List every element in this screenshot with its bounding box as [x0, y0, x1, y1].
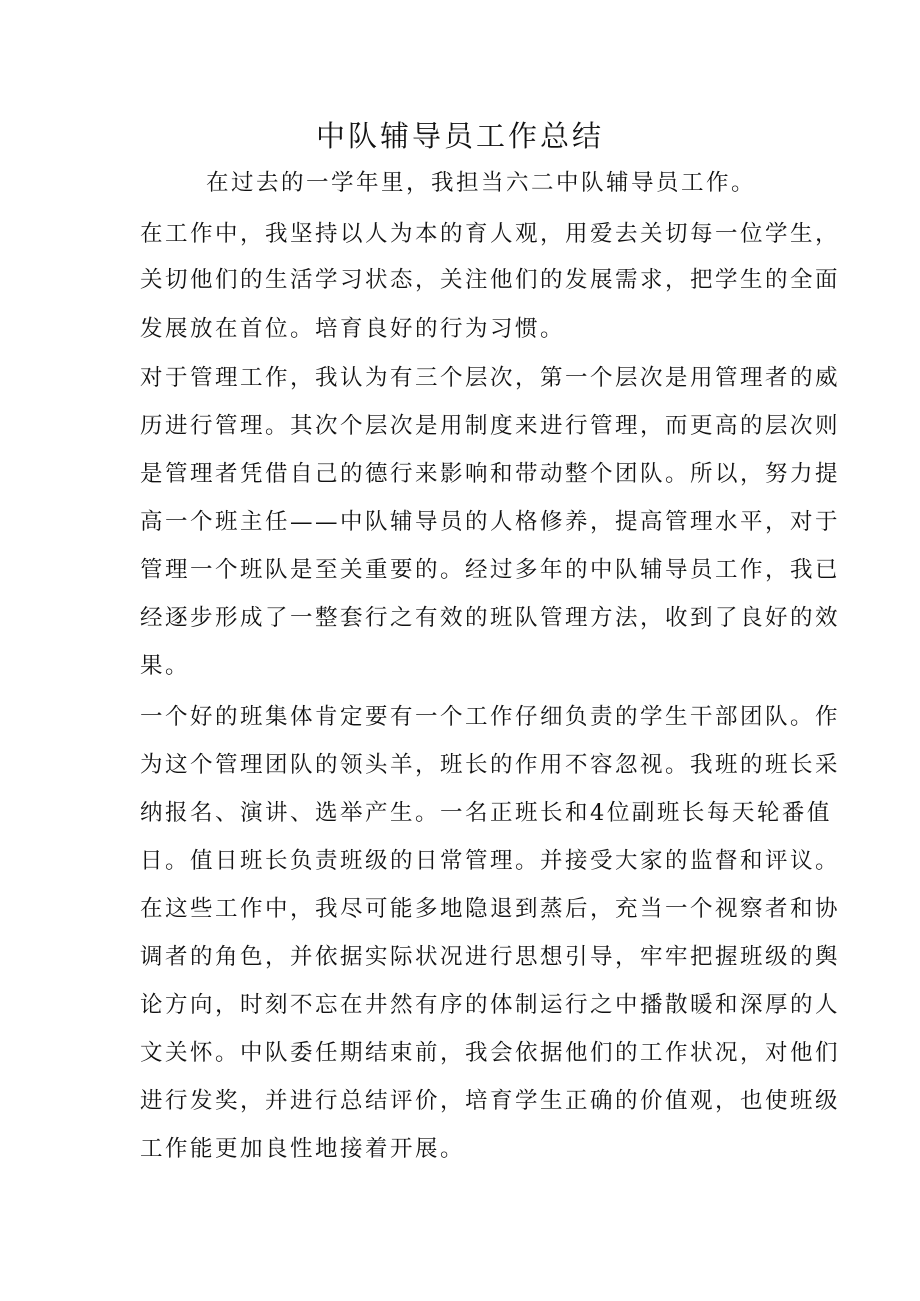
paragraph-line: 对于管理工作，我认为有三个层次，第一个层次是用管理者的威 — [140, 365, 841, 391]
document-title: 中队辅导员工作总结 — [315, 119, 604, 153]
paragraph-line: 发展放在首位。培育良好的行为习惯。 — [140, 316, 566, 342]
paragraph-line: 在过去的一学年里，我担当六二中队辅导员工作。 — [206, 170, 757, 196]
paragraph-line: 论方向，时刻不忘在井然有序的体制运行之中播散暖和深厚的人 — [140, 992, 841, 1018]
paragraph-line: 文关怀。中队委任期结束前，我会依据他们的工作状况，对他们 — [140, 1040, 841, 1066]
paragraph-line: 一个好的班集体肯定要有一个工作仔细负责的学生干部团队。作 — [140, 704, 841, 730]
paragraph-line: 纳报名、演讲、选举产生。一名正班长和4位副班长每天轮番值 — [140, 800, 832, 826]
paragraph-line: 关切他们的生活学习状态，关注他们的发展需求，把学生的全面 — [140, 267, 841, 293]
paragraph-line: 高一个班主任——中队辅导员的人格修养，提高管理水平，对于 — [140, 509, 841, 535]
paragraph-line: 是管理者凭借自己的德行来影响和带动整个团队。所以，努力提 — [140, 461, 841, 487]
paragraph-line: 管理一个班队是至关重要的。经过多年的中队辅导员工作，我已 — [140, 557, 841, 583]
paragraph-line: 工作能更加良性地接着开展。 — [140, 1136, 466, 1162]
paragraph-line: 在这些工作中，我尽可能多地隐退到蒸后，充当一个视察者和协 — [140, 896, 841, 922]
paragraph-line: 进行发奖，并进行总结评价，培育学生正确的价值观，也使班级 — [140, 1088, 841, 1114]
paragraph-line: 日。值日班长负责班级的日常管理。并接受大家的监督和评议。 — [140, 848, 841, 874]
paragraph-line: 调者的角色，并依据实际状况进行思想引导，牢牢把握班级的舆 — [140, 944, 841, 970]
paragraph-line: 历进行管理。其次个层次是用制度来进行管理，而更高的层次则 — [140, 413, 841, 439]
paragraph-line: 在工作中，我坚持以人为本的育人观，用爱去关切每一位学生， — [140, 221, 841, 247]
paragraph-line: 果。 — [140, 653, 191, 679]
paragraph-line: 为这个管理团队的领头羊，班长的作用不容忽视。我班的班长采 — [140, 752, 841, 778]
paragraph-line: 经逐步形成了一整套行之有效的班队管理方法，收到了良好的效 — [140, 605, 841, 631]
